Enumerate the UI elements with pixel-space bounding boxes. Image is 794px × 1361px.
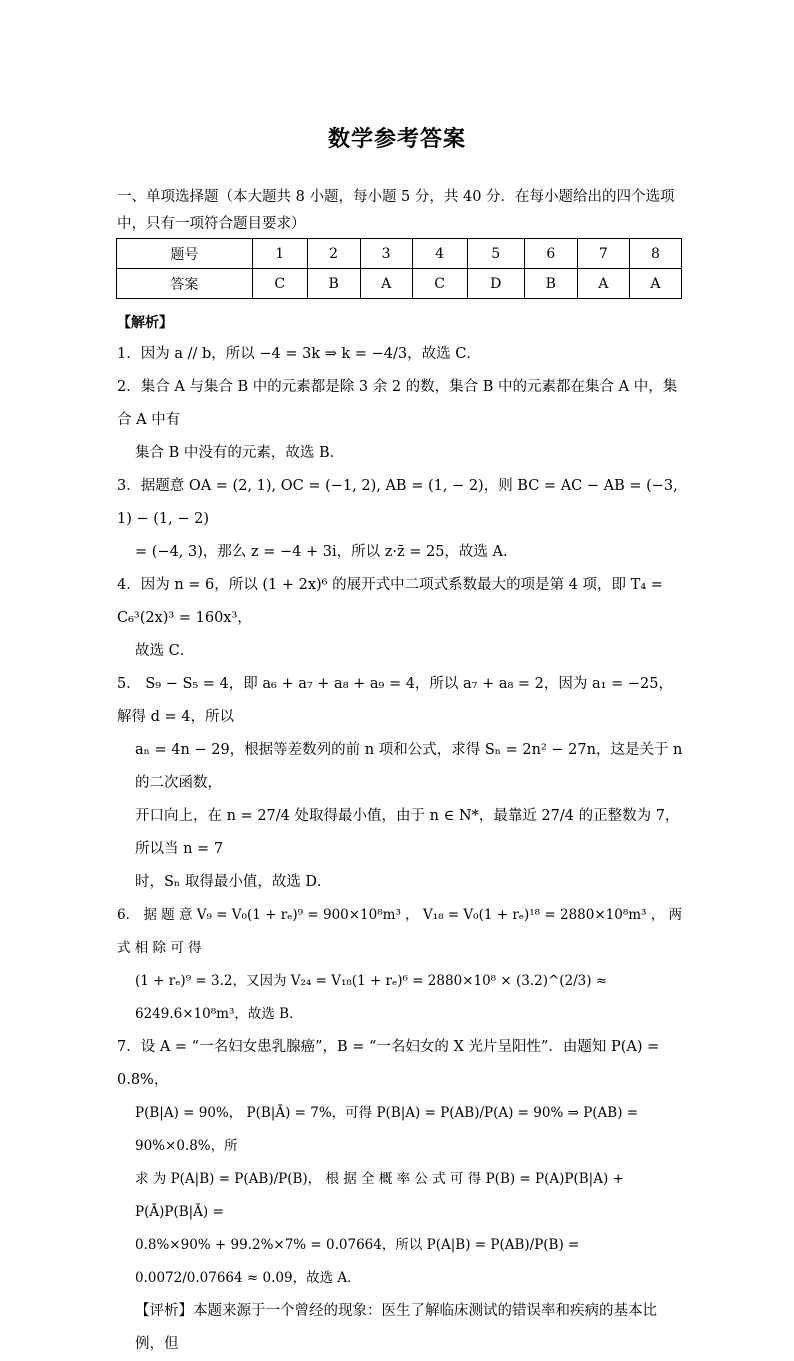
solution-5-line-1: 5． S₉ − S₅ = 4，即 a₆ + a₇ + a₈ + a₉ = 4，所以 a₇ + a₈ = 2，因为 a₁ = −25，解得 d = 4，所以 xyxy=(117,676,673,725)
answer-table xyxy=(116,238,682,299)
analysis-label: 【解析】 xyxy=(117,315,173,331)
solution-5-line-4: 时，Sₙ 取得最小值，故选 D． xyxy=(135,874,332,890)
table-cell: B xyxy=(524,269,577,299)
table-cell: 8 xyxy=(629,239,681,269)
solution-7-line-2: P(B|A) = 90%， P(B|Ā) = 7%，可得 P(B|A) = P(AB)/P(A) = 90% ⇒ P(AB) = 90%×0.8%，所 xyxy=(135,1105,639,1154)
solutions xyxy=(117,312,683,1361)
table-row xyxy=(117,239,682,269)
solution-2-line-2: 集合 B 中没有的元素，故选 B． xyxy=(135,445,345,461)
table-cell: 2 xyxy=(307,239,360,269)
table-cell: 1 xyxy=(252,239,307,269)
solution-6-line-1: 6． 据 题 意 V₉ = V₀(1 + rₑ)⁹ = 900×10⁸m³ ， V₁₈ = V₀(1 + rₑ)¹⁸ = 2880×10⁸m³ ， 两 式 相 除 可 得 xyxy=(117,907,683,956)
table-cell: 7 xyxy=(577,239,629,269)
solution-5-line-2: aₙ = 4n − 29，根据等差数列的前 n 项和公式，求得 Sₙ = 2n² − 27n，这是关于 n 的二次函数， xyxy=(135,742,683,791)
table-cell: D xyxy=(467,269,524,299)
solution-5-line-3: 开口向上，在 n = 27/4 处取得最小值，由于 n ∈ N*，最靠近 27/4 的正整数为 7，所以当 n = 7 xyxy=(135,808,680,857)
solution-6-line-2: (1 + rₑ)⁹ = 3.2，又因为 V₂₄ = V₁₈(1 + rₑ)⁶ = 2880×10⁸ × (3.2)^(2/3) ≈ 6249.6×10⁸m³，故选 B． xyxy=(135,973,608,1022)
table-cell: 3 xyxy=(360,239,412,269)
table-cell: A xyxy=(629,269,681,299)
table-cell: C xyxy=(252,269,307,299)
solution-1: 1．因为 a // b，所以 −4 = 3k ⇒ k = −4/3，故选 C． xyxy=(117,346,481,362)
table-cell: 5 xyxy=(467,239,524,269)
table-row-label: 答案 xyxy=(117,269,253,299)
solution-4-line-1: 4．因为 n = 6，所以 (1 + 2x)⁶ 的展开式中二项式系数最大的项是第 4 项，即 T₄ = C₆³(2x)³ = 160x³， xyxy=(117,577,663,626)
solution-3-line-2: = (−4, 3)，那么 z = −4 + 3i，所以 z·z̄ = 25，故选 A． xyxy=(135,544,518,560)
table-cell: A xyxy=(577,269,629,299)
table-cell: B xyxy=(307,269,360,299)
solution-7-line-1: 7．设 A = “一名妇女患乳腺癌”，B = “一名妇女的 X 光片呈阳性”．由题知 P(A) = 0.8%， xyxy=(117,1039,660,1088)
table-cell: 4 xyxy=(412,239,467,269)
solution-4-line-2: 故选 C． xyxy=(135,643,195,659)
table-row xyxy=(117,269,682,299)
table-cell: C xyxy=(412,269,467,299)
solution-7-line-3: 求 为 P(A|B) = P(AB)/P(B)， 根 据 全 概 率 公 式 可 得 P(B) = P(A)P(B|A) + P(Ā)P(B|Ā) = xyxy=(135,1171,624,1220)
solution-3-line-1: 3．据题意 OA = (2, 1), OC = (−1, 2), AB = (1, − 2)，则 BC = AC − AB = (−3, 1) − (1, − 2) xyxy=(117,478,678,527)
comment-line: 【评析】本题来源于一个曾经的现象：医生了解临床测试的错误率和疾病的基本比例，但 xyxy=(135,1303,657,1352)
solution-7-line-4: 0.8%×90% + 99.2%×7% = 0.07664，所以 P(A|B) = P(AB)/P(B) = 0.0072/0.07664 ≈ 0.09，故选 A． xyxy=(135,1237,580,1286)
table-row-label: 题号 xyxy=(117,239,253,269)
page-title: 数学参考答案 xyxy=(327,127,466,152)
section-heading: 一、单项选择题（本大题共 8 小题，每小题 5 分，共 40 分．在每小题给出的四个选项中，只有一项符合题目要求） xyxy=(117,189,675,232)
table-cell: A xyxy=(360,269,412,299)
solution-2-line-1: 2．集合 A 与集合 B 中的元素都是除 3 余 2 的数，集合 B 中的元素都在集合 A 中，集合 A 中有 xyxy=(117,379,678,428)
table-cell: 6 xyxy=(524,239,577,269)
